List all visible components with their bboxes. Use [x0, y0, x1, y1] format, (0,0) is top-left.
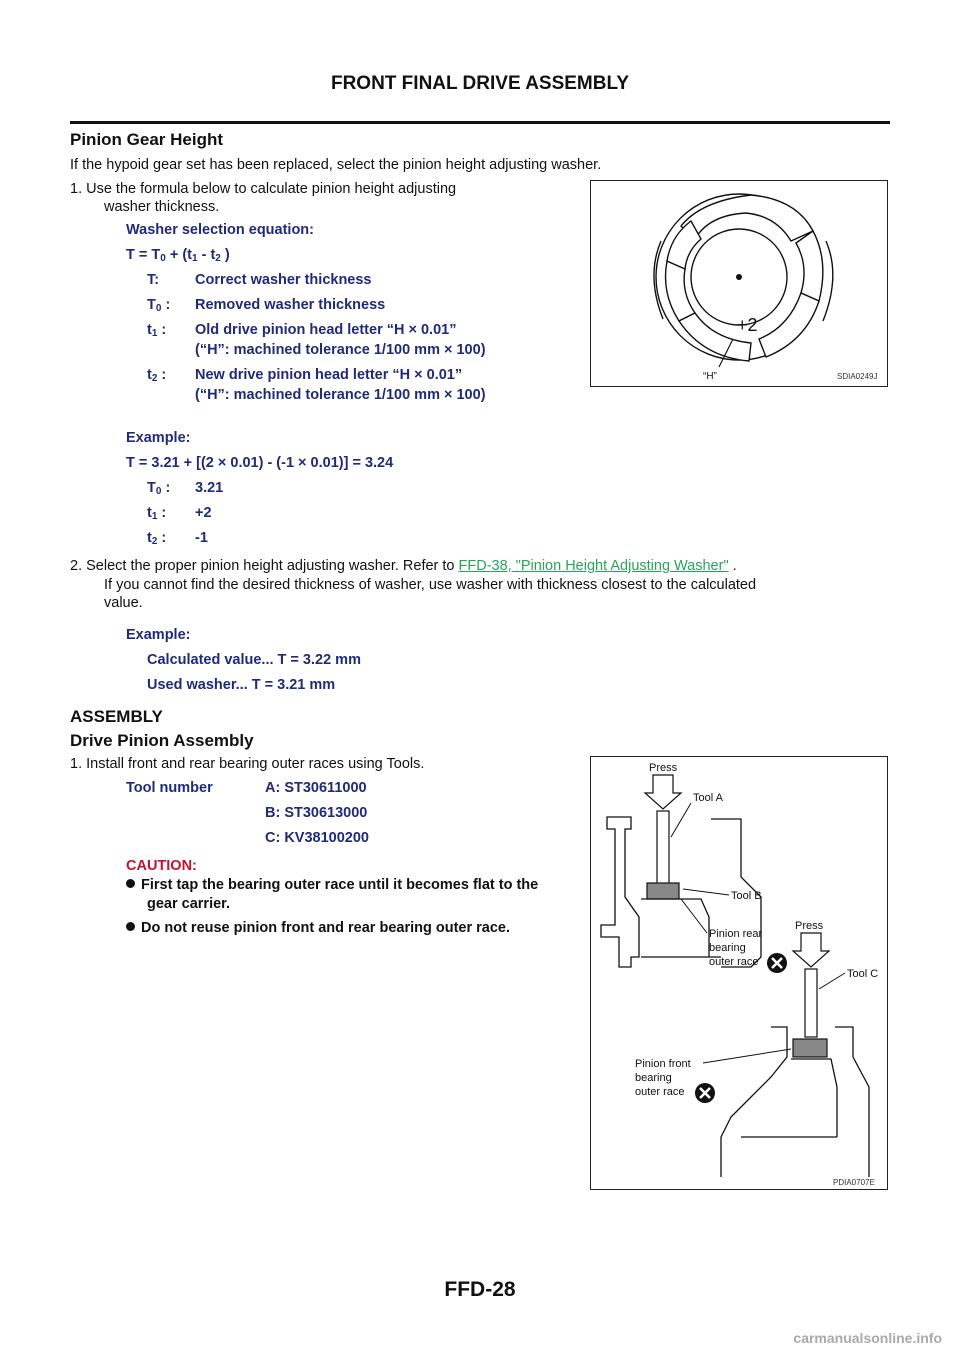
fig2-front-1: Pinion front	[635, 1058, 691, 1070]
press-arrow-icon	[793, 933, 829, 967]
figure-bearing-install	[590, 756, 888, 1190]
fig2-press-bottom: Press	[795, 920, 824, 932]
do-not-reuse-icon	[695, 1083, 715, 1103]
example-val: 3.21	[195, 480, 224, 496]
fig2-rear-3: outer race	[709, 956, 759, 968]
example-label: Example:	[126, 430, 191, 446]
fig2-tool-a: Tool A	[693, 792, 723, 804]
equation-title: Washer selection equation:	[126, 222, 314, 238]
fig1-mark: +2	[737, 315, 758, 335]
tool-number-label: Tool number	[126, 780, 213, 796]
bullet-icon	[126, 922, 135, 931]
def-symbol: $T_0$ :	[147, 297, 171, 314]
step2-line2: If you cannot find the desired thickness of washer, use washer with thickness closest to the calculated	[104, 577, 757, 593]
step1-line2: washer thickness.	[104, 199, 220, 215]
def-text: Old drive pinion head letter “H × 0.01”	[195, 322, 457, 338]
caution-label: CAUTION:	[126, 858, 197, 874]
def-text: Correct washer thickness	[195, 272, 372, 288]
tool-c: C: KV38100200	[265, 830, 369, 846]
def-symbol: $t_2$ :	[147, 367, 167, 384]
def-symbol: T:	[147, 272, 160, 288]
figure-pinion-head	[590, 180, 888, 387]
bullet-icon	[126, 879, 135, 888]
step2-line3: value.	[104, 595, 143, 611]
def-text-cont: (“H”: machined tolerance 1/100 mm × 100)	[195, 342, 486, 358]
watermark: carmanualsonline.info	[793, 1330, 942, 1346]
fig2-front-3: outer race	[635, 1086, 685, 1098]
section-heading-assembly: ASSEMBLY	[70, 707, 163, 726]
section-heading-pinion-gear-height: Pinion Gear Height	[70, 130, 224, 149]
def-text-cont: (“H”: machined tolerance 1/100 mm × 100)	[195, 387, 486, 403]
caution-item: First tap the bearing outer race until it becomes flat to the	[126, 877, 538, 893]
example-val-symbol: $t_2$ :	[147, 530, 167, 547]
step1-line1: 1. Use the formula below to calculate pinion height adjusting	[70, 181, 457, 197]
do-not-reuse-icon	[767, 953, 787, 973]
pinion-intro: If the hypoid gear set has been replaced, select the pinion height adjusting washer.	[70, 157, 602, 173]
example-val: +2	[195, 505, 212, 521]
page-header-title: FRONT FINAL DRIVE ASSEMBLY	[330, 73, 630, 94]
equation-formula: $T = T_0 + (t_1 - t_2$ )	[126, 247, 230, 264]
subheading-drive-pinion-assembly: Drive Pinion Assembly	[70, 731, 254, 750]
fig1-label: “H”	[703, 371, 717, 382]
def-text: New drive pinion head letter “H × 0.01”	[195, 367, 463, 383]
fig2-id: PDIA0707E	[833, 1178, 875, 1187]
fig2-press-top: Press	[649, 762, 678, 774]
example2-calculated: Calculated value... T = 3.22 mm	[147, 652, 361, 668]
tool-b: B: ST30613000	[265, 805, 368, 821]
example2-used: Used washer... T = 3.21 mm	[147, 677, 336, 693]
pinion-gear-illustration	[591, 181, 886, 385]
example-val: -1	[195, 530, 208, 546]
fig2-rear-1: Pinion rear	[709, 928, 763, 940]
fig2-tool-c: Tool C	[847, 968, 879, 980]
fig1-id: SDIA0249J	[837, 372, 878, 381]
def-symbol: $t_1$ :	[147, 322, 167, 339]
bearing-install-illustration	[591, 757, 886, 1188]
header-rule	[70, 121, 890, 124]
tool-a: A: ST30611000	[265, 780, 367, 796]
example-formula: T = 3.21 + [(2 × 0.01) - (-1 × 0.01)] = 3.24	[126, 455, 394, 471]
page-number: FFD-28	[444, 1278, 516, 1301]
def-text: Removed washer thickness	[195, 297, 386, 313]
caution-item: Do not reuse pinion front and rear bearing outer race.	[126, 920, 510, 936]
ref-link-pinion-height-washer[interactable]: FFD-38, "Pinion Height Adjusting Washer"	[458, 558, 729, 574]
example-val-symbol: $t_1$ :	[147, 505, 167, 522]
step2-line1: 2. Select the proper pinion height adjusting washer. Refer to FFD-38, "Pinion Height Adjusting Washer" .	[70, 558, 737, 574]
fig2-rear-2: bearing	[709, 942, 746, 954]
fig2-tool-b: Tool B	[731, 890, 762, 902]
press-arrow-icon	[645, 775, 681, 809]
fig2-front-2: bearing	[635, 1072, 672, 1084]
example2-label: Example:	[126, 627, 191, 643]
assembly-step1: 1. Install front and rear bearing outer races using Tools.	[70, 756, 425, 772]
caution-item-cont: gear carrier.	[147, 896, 231, 912]
example-val-symbol: $T_0$ :	[147, 480, 171, 497]
